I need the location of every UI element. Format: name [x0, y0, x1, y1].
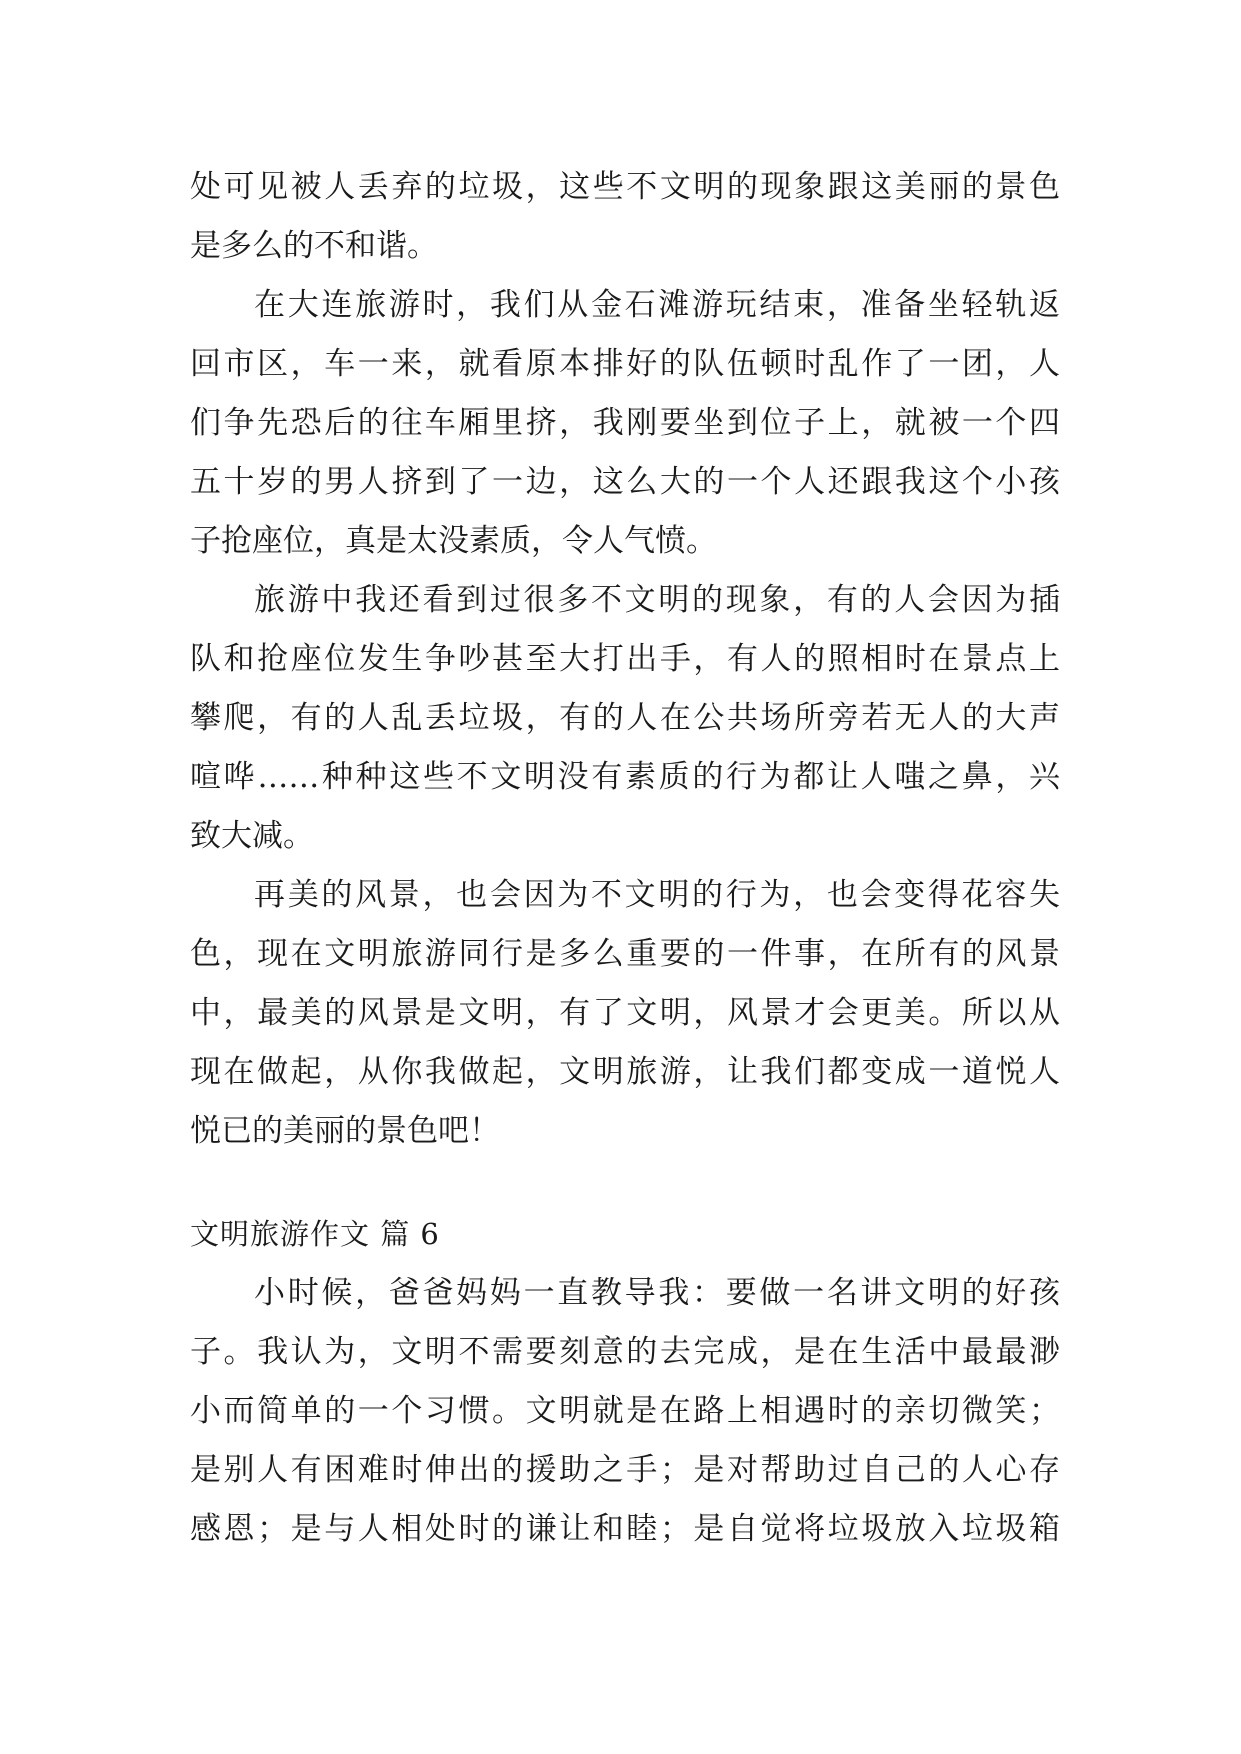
text-line: 是别人有困难时伸出的援助之手；是对帮助过自己的人心存 — [190, 1452, 1060, 1488]
text-line: 中，最美的风景是文明，有了文明，风景才会更美。所以从 — [190, 995, 1060, 1031]
text-line: 子。我认为，文明不需要刻意的去完成，是在生活中最最渺 — [190, 1334, 1060, 1370]
text-line: 致大减。 — [190, 818, 314, 854]
text-line: 处可见被人丢弃的垃圾，这些不文明的现象跟这美丽的景色 — [190, 169, 1060, 205]
text-line: 攀爬，有的人乱丢垃圾，有的人在公共场所旁若无人的大声 — [190, 700, 1060, 736]
text-line: 色，现在文明旅游同行是多么重要的一件事，在所有的风景 — [190, 936, 1060, 972]
text-line: 们争先恐后的往车厢里挤，我刚要坐到位子上，就被一个四 — [190, 405, 1060, 441]
text-line: 感恩；是与人相处时的谦让和睦；是自觉将垃圾放入垃圾箱 — [190, 1511, 1060, 1547]
text-line: 小时候，爸爸妈妈一直教导我：要做一名讲文明的好孩 — [254, 1275, 1060, 1311]
text-line: 现在做起，从你我做起，文明旅游，让我们都变成一道悦人 — [190, 1054, 1060, 1090]
paragraph-childhood — [190, 1264, 1060, 1559]
paragraph-conclusion — [190, 866, 1060, 1161]
text-line: 五十岁的男人挤到了一边，这么大的一个人还跟我这个小孩 — [190, 464, 1060, 500]
section-heading: 文明旅游作文 篇 6 — [190, 1217, 440, 1251]
paragraph-uncivilized — [190, 571, 1060, 866]
document-page — [190, 158, 1060, 1559]
text-line: 喧哗……种种这些不文明没有素质的行为都让人嗤之鼻，兴 — [190, 759, 1060, 795]
text-line: 回市区，车一来，就看原本排好的队伍顿时乱作了一团，人 — [190, 346, 1060, 382]
paragraph-continuation — [190, 158, 1060, 276]
paragraph-dalian — [190, 276, 1060, 571]
text-line: 队和抢座位发生争吵甚至大打出手，有人的照相时在景点上 — [190, 641, 1060, 677]
text-line: 小而简单的一个习惯。文明就是在路上相遇时的亲切微笑； — [190, 1393, 1060, 1429]
text-line: 悦已的美丽的景色吧！ — [190, 1113, 500, 1149]
text-line: 在大连旅游时，我们从金石滩游玩结束，准备坐轻轨返 — [254, 287, 1060, 323]
text-line: 是多么的不和谐。 — [190, 228, 438, 264]
text-line: 子抢座位，真是太没素质，令人气愤。 — [190, 523, 717, 559]
text-line: 旅游中我还看到过很多不文明的现象，有的人会因为插 — [254, 582, 1060, 618]
text-line: 再美的风景，也会因为不文明的行为，也会变得花容失 — [254, 877, 1060, 913]
